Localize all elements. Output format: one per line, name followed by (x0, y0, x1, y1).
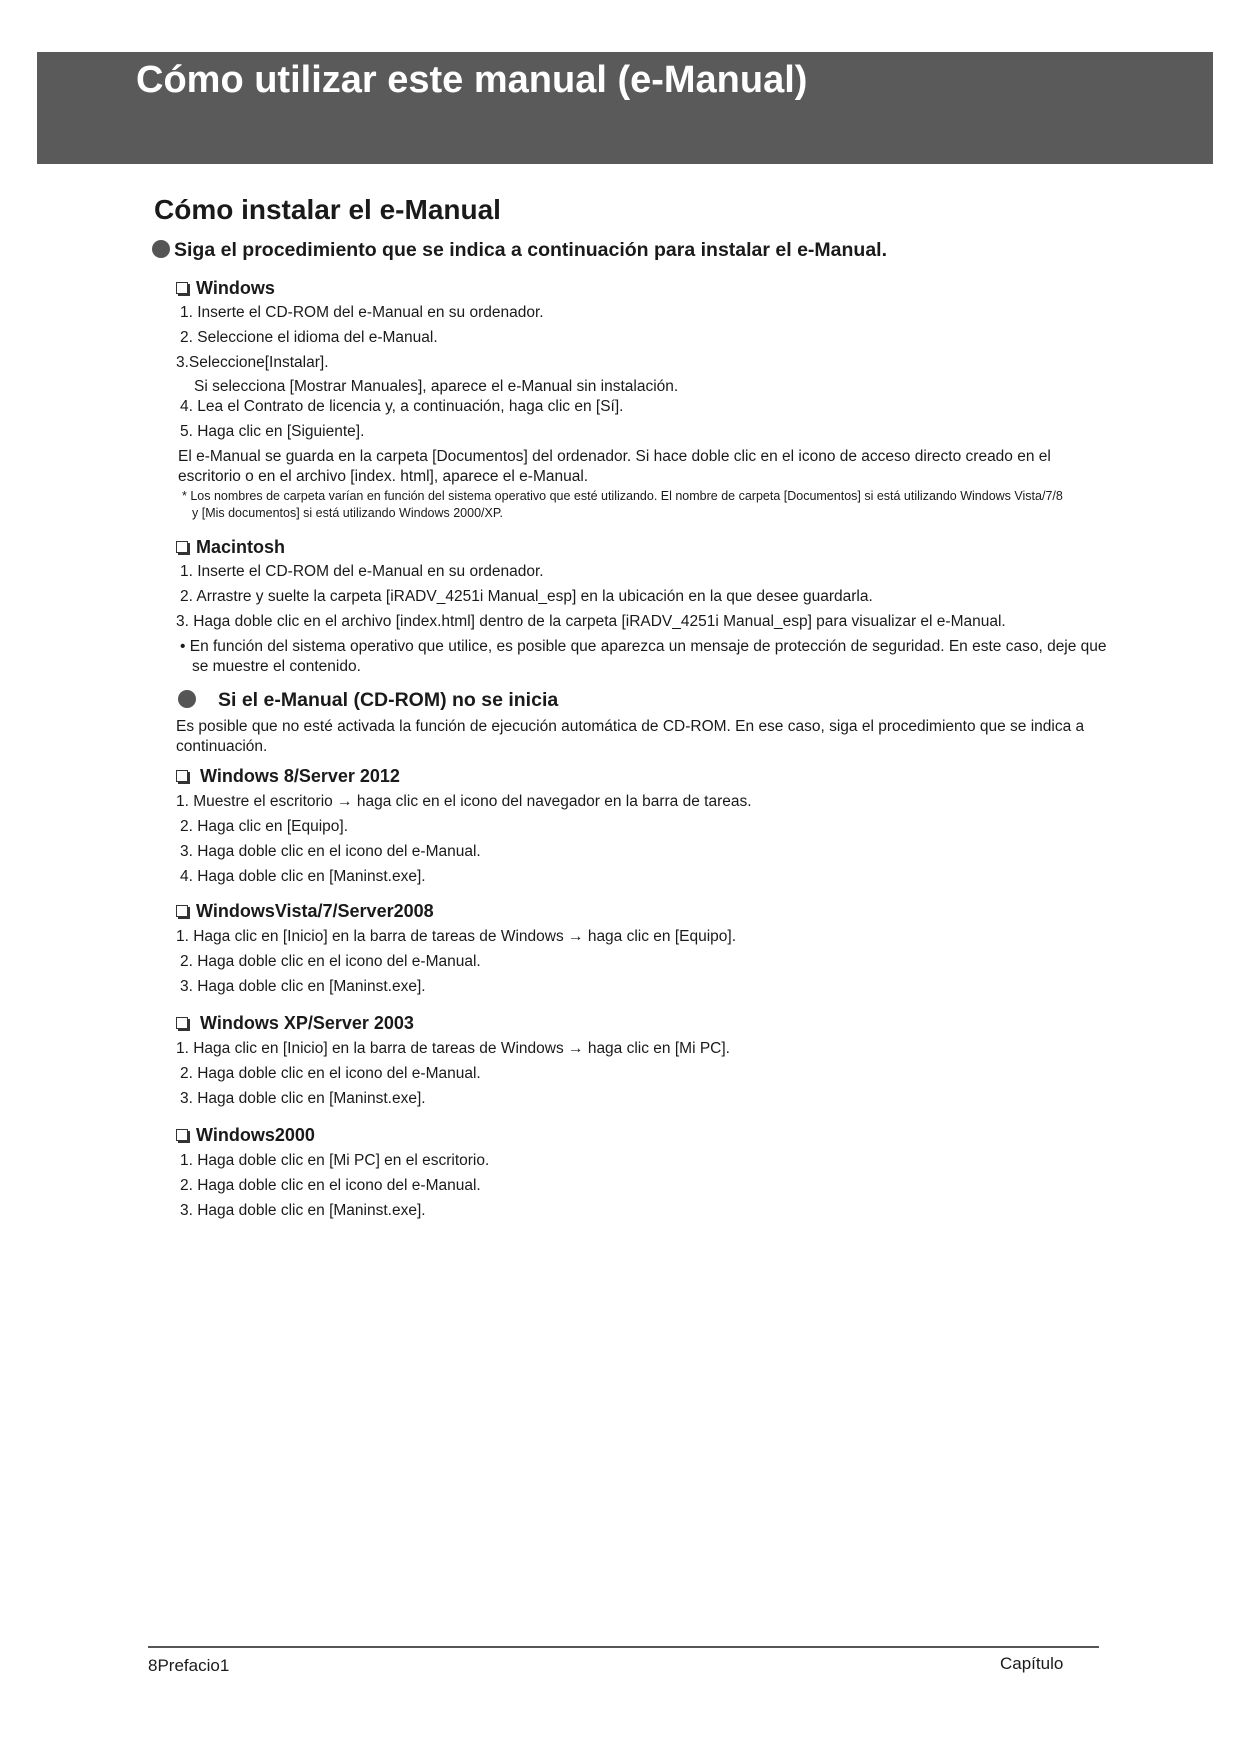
win8-heading: Windows 8/Server 2012 (176, 765, 400, 787)
windows-footnote: * Los nombres de carpeta varían en función del sistema operativo que esté utilizando. El nombre de carpeta [Documentos] si está utilizando Windows Vista/7/8 y [Mis documentos] si está utilizando Windows 2000/XP. (182, 489, 1063, 520)
windows-note: El e-Manual se guarda en la carpeta [Documentos] del ordenador. Si hace doble clic en el icono de acceso directo creado en el escritorio o en el archivo [index. html], aparece el e-Manual. (178, 448, 1051, 485)
list-item: 1. Haga clic en [Inicio] en la barra de tareas de Windows → haga clic en [Equipo]. (176, 928, 737, 945)
list-item: 3. Haga doble clic en el archivo [index.html] dentro de la carpeta [iRADV_4251i Manual_esp] para visualizar el e-Manual. (176, 613, 1006, 630)
footer-divider (148, 1646, 1099, 1648)
list-item: 5. Haga clic en [Siguiente]. (180, 423, 365, 440)
checkbox-icon (176, 541, 188, 553)
list-item: 1. Muestre el escritorio → haga clic en el icono del navegador en la barra de tareas. (176, 793, 752, 810)
list-item: 2. Arrastre y suelte la carpeta [iRADV_4251i Manual_esp] en la ubicación en la que desee guardarla. (180, 588, 873, 605)
list-item: 1. Inserte el CD-ROM del e-Manual en su ordenador. (180, 304, 544, 321)
list-item: 1. Haga clic en [Inicio] en la barra de tareas de Windows → haga clic en [Mi PC]. (176, 1040, 730, 1057)
list-item: 3. Haga doble clic en [Maninst.exe]. (180, 1202, 426, 1219)
page-title: Cómo utilizar este manual (e-Manual) (136, 59, 808, 101)
list-item: 2. Seleccione el idioma del e-Manual. (180, 329, 438, 346)
list-item: 2. Haga doble clic en el icono del e-Manual. (180, 1065, 481, 1082)
footer-right: Capítulo (1000, 1654, 1064, 1673)
macintosh-note: • En función del sistema operativo que utilice, es posible que aparezca un mensaje de protección de seguridad. En este caso, deje que se muestre el contenido. (180, 638, 1107, 675)
macintosh-heading: Macintosh (176, 536, 285, 558)
bullet-icon (178, 690, 196, 708)
checkbox-icon (176, 282, 188, 294)
list-item: 2. Haga doble clic en el icono del e-Manual. (180, 1177, 481, 1194)
cdrom-intro: Es posible que no esté activada la función de ejecución automática de CD-ROM. En ese caso, siga el procedimiento que se indica a continuación. (176, 718, 1085, 755)
win2000-heading: Windows2000 (176, 1124, 315, 1146)
list-item: 4. Haga doble clic en [Maninst.exe]. (180, 868, 426, 885)
list-item: 2. Haga doble clic en el icono del e-Manual. (180, 953, 481, 970)
cdrom-heading: Si el e-Manual (CD-ROM) no se inicia (178, 688, 558, 712)
list-item: 3. Haga doble clic en el icono del e-Manual. (180, 843, 481, 860)
list-item: 1. Haga doble clic en [Mi PC] en el escritorio. (180, 1152, 490, 1169)
vista-heading: WindowsVista/7/Server2008 (176, 900, 434, 922)
section-title: Cómo instalar el e-Manual (154, 194, 501, 225)
list-item: 3.Seleccione[Instalar]. (176, 354, 329, 371)
list-item: 2. Haga clic en [Equipo]. (180, 818, 349, 835)
checkbox-icon (176, 1017, 188, 1029)
section-subtitle: Siga el procedimiento que se indica a continuación para instalar el e-Manual. (152, 238, 887, 262)
bullet-icon (152, 240, 170, 258)
checkbox-icon (176, 770, 188, 782)
list-item: 3. Haga doble clic en [Maninst.exe]. (180, 1090, 426, 1107)
checkbox-icon (176, 1129, 188, 1141)
windows-heading: Windows (176, 277, 275, 299)
list-item: Si selecciona [Mostrar Manuales], aparece el e-Manual sin instalación. (194, 378, 679, 395)
list-item: 1. Inserte el CD-ROM del e-Manual en su ordenador. (180, 563, 544, 580)
list-item: 3. Haga doble clic en [Maninst.exe]. (180, 978, 426, 995)
footer-left: 8Prefacio1 (148, 1656, 230, 1675)
xp-heading: Windows XP/Server 2003 (176, 1012, 414, 1034)
checkbox-icon (176, 905, 188, 917)
list-item: 4. Lea el Contrato de licencia y, a continuación, haga clic en [Sí]. (180, 398, 624, 415)
